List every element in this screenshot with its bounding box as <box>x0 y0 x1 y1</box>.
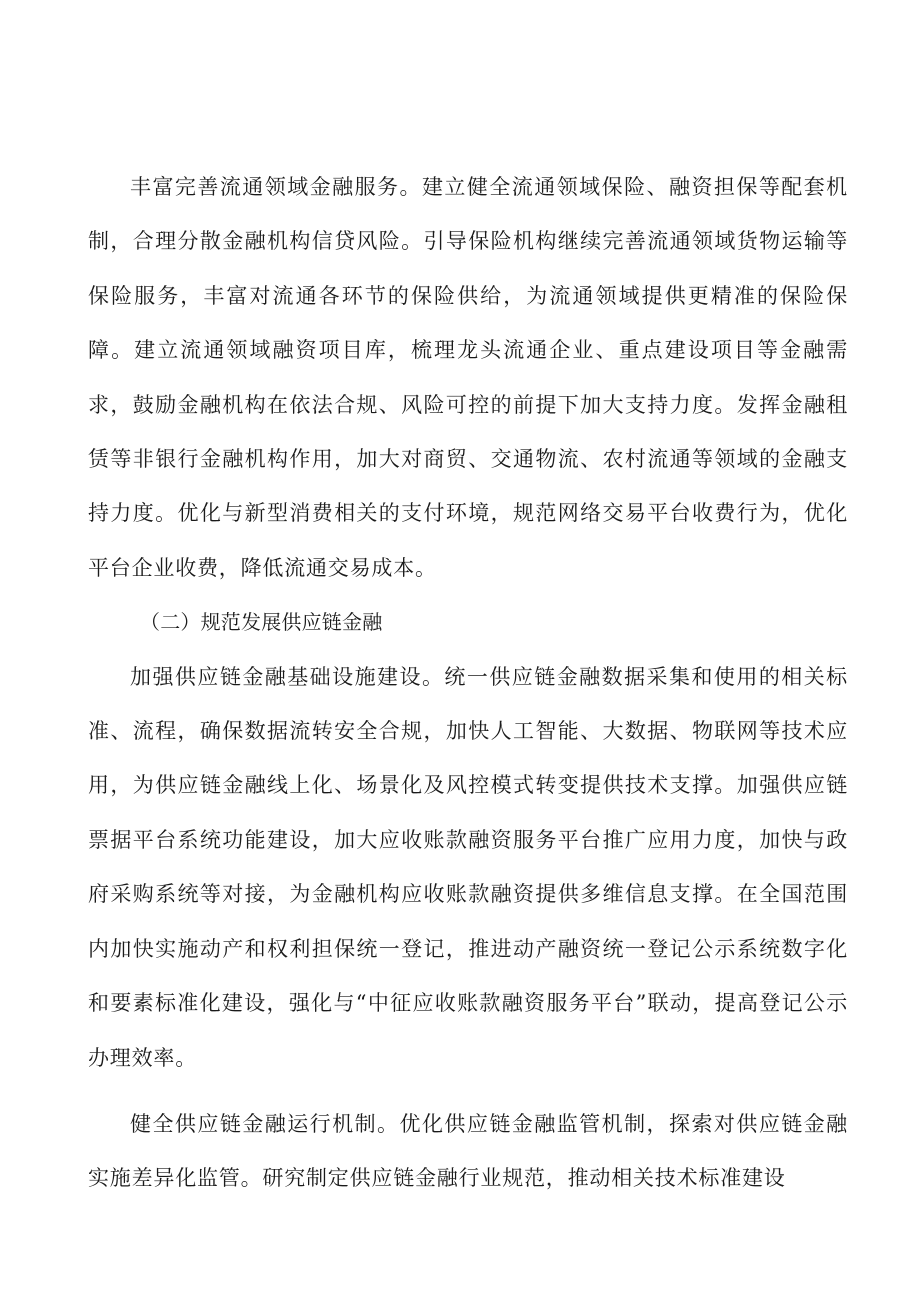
paragraph-supply-chain-mechanism: 健全供应链金融运行机制。优化供应链金融监管机制，探索对供应链金融实施差异化监管。研究制定供应链金融行业规范，推动相关技术标准建设 <box>88 1111 848 1191</box>
paragraph-circulation-finance-services: 丰富完善流通领域金融服务。建立健全流通领域保险、融资担保等配套机制，合理分散金融机构信贷风险。引导保险机构继续完善流通领域货物运输等保险服务，丰富对流通各环节的保险供给，为流通领域提供更精准的保险保障。建立流通领域融资项目库，梳理龙头流通企业、重点建设项目等金融需求，鼓励金融机构在依法合规、风险可控的前提下加大支持力度。发挥金融租赁等非银行金融机构作用，加大对商贸、交通物流、农村流通等领域的金融支持力度。优化与新型消费相关的支付环境，规范网络交易平台收费行为，优化平台企业收费，降低流通交易成本。 <box>88 175 848 580</box>
document-body <box>88 160 848 1206</box>
section-heading-supply-chain-finance: （二）规范发展供应链金融 <box>140 610 383 635</box>
paragraph-supply-chain-infrastructure: 加强供应链金融基础设施建设。统一供应链金融数据采集和使用的相关标准、流程，确保数据流转安全合规，加快人工智能、大数据、物联网等技术应用，为供应链金融线上化、场景化及风控模式转变提供技术支撑。加强供应链票据平台系统功能建设，加大应收账款融资服务平台推广应用力度，加快与政府采购系统等对接，为金融机构应收账款融资提供多维信息支撑。在全国范围内加快实施动产和权利担保统一登记，推进动产融资统一登记公示系统数字化和要素标准化建设，强化与“中征应收账款融资服务平台”联动，提高登记公示办理效率。 <box>88 664 848 1070</box>
